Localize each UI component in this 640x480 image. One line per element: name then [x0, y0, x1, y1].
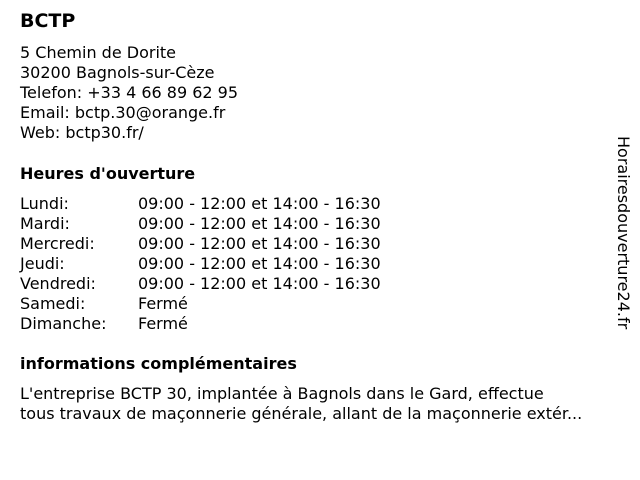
- day-hours: 09:00 - 12:00 et 14:00 - 16:30: [138, 194, 381, 213]
- day-label: Mercredi:: [20, 234, 95, 253]
- business-name: BCTP: [20, 10, 76, 32]
- additional-info-text: [20, 384, 630, 424]
- hours-row-friday: [20, 274, 381, 294]
- opening-hours-table: [20, 194, 381, 334]
- day-label: Samedi:: [20, 294, 86, 313]
- street-address: 5 Chemin de Dorite: [20, 43, 177, 62]
- day-hours: 09:00 - 12:00 et 14:00 - 16:30: [138, 214, 381, 233]
- hours-row-monday: [20, 194, 381, 214]
- address-block: [20, 43, 238, 143]
- day-hours: 09:00 - 12:00 et 14:00 - 16:30: [138, 254, 381, 273]
- phone-number[interactable]: Telefon: +33 4 66 89 62 95: [20, 83, 239, 102]
- day-hours: Fermé: [138, 294, 188, 313]
- day-label: Vendredi:: [20, 274, 96, 293]
- hours-row-thursday: [20, 254, 381, 274]
- site-brand-vertical: Horairesdouverture24.fr: [614, 136, 633, 330]
- day-label: Jeudi:: [20, 254, 65, 273]
- day-hours: 09:00 - 12:00 et 14:00 - 16:30: [138, 234, 381, 253]
- city-address: 30200 Bagnols-sur-Cèze: [20, 63, 215, 82]
- day-label: Mardi:: [20, 214, 70, 233]
- opening-hours-heading: Heures d'ouverture: [20, 164, 196, 183]
- additional-info-heading: informations complémentaires: [20, 354, 297, 373]
- day-label: Lundi:: [20, 194, 69, 213]
- day-hours: 09:00 - 12:00 et 14:00 - 16:30: [138, 274, 381, 293]
- hours-row-saturday: [20, 294, 381, 314]
- hours-row-wednesday: [20, 234, 381, 254]
- hours-row-sunday: [20, 314, 381, 334]
- day-hours: Fermé: [138, 314, 188, 333]
- website-link[interactable]: Web: bctp30.fr/: [20, 123, 144, 142]
- day-label: Dimanche:: [20, 314, 107, 333]
- info-line-2: tous travaux de maçonnerie générale, allant de la maçonnerie extér...: [20, 404, 583, 423]
- email-address[interactable]: Email: bctp.30@orange.fr: [20, 103, 226, 122]
- hours-row-tuesday: [20, 214, 381, 234]
- info-line-1: L'entreprise BCTP 30, implantée à Bagnols dans le Gard, effectue: [20, 384, 544, 403]
